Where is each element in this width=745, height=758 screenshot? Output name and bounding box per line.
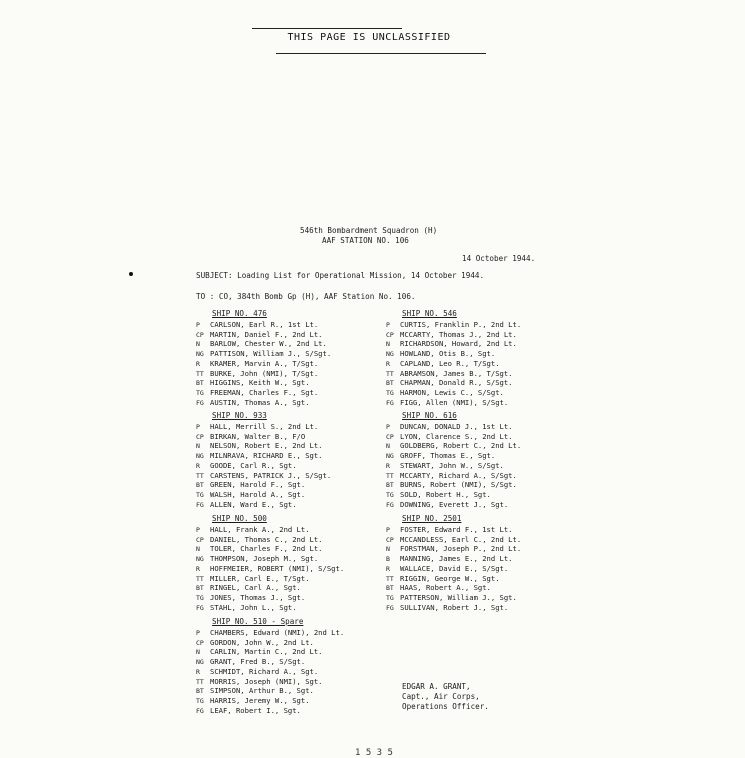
crew-position: CP: [196, 330, 204, 339]
crew-name: CARLIN, Martin C., 2nd Lt.: [210, 647, 323, 657]
crew-name: WALSH, Harold A., Sgt.: [210, 489, 306, 499]
crew-row: [386, 544, 521, 554]
crew-name: SOLD, Robert H., Sgt.: [400, 489, 491, 499]
station-header: AAF STATION NO. 106: [322, 236, 409, 245]
to-label: TO: [196, 292, 206, 301]
crew-name: STEWART, John W., S/Sgt.: [400, 460, 504, 470]
crew-name: MILLER, Carl E., T/Sgt.: [210, 573, 310, 583]
crew-position: FG: [386, 500, 394, 509]
ship-title: SHIP NO. 476: [212, 309, 267, 318]
crew-position: TT: [196, 471, 204, 480]
crew-row: [386, 330, 517, 340]
crew-row: [196, 535, 323, 545]
crew-position: FG: [196, 500, 204, 509]
crew-row: [196, 378, 310, 388]
crew-position: N: [196, 648, 200, 657]
crew-row: [386, 422, 513, 432]
crew-position: N: [196, 442, 200, 451]
crew-position: BT: [196, 379, 204, 388]
crew-position: N: [196, 340, 200, 349]
subject-line: [196, 271, 484, 281]
crew-name: GROFF, Thomas E., Sgt.: [400, 451, 496, 461]
crew-name: FREEMAN, Charles F., Sgt.: [210, 387, 319, 397]
crew-name: TOLER, Charles F., 2nd Lt.: [210, 544, 323, 554]
crew-name: STAHL, John L., Sgt.: [210, 602, 297, 612]
crew-name: LEAF, Robert I., Sgt.: [210, 705, 301, 715]
crew-name: DOWNING, Everett J., Sgt.: [400, 499, 509, 509]
crew-name: SCHMIDT, Richard A., Sgt.: [210, 666, 319, 676]
crew-position: NG: [196, 452, 204, 461]
crew-name: CARLSON, Earl R., 1st Lt.: [210, 320, 319, 329]
crew-row: [386, 369, 513, 379]
hole-punch-mark: [129, 272, 133, 276]
crew-name: CAPLAND, Leo R., T/Sgt.: [400, 358, 500, 368]
crew-row: [386, 574, 500, 584]
crew-position: FG: [196, 398, 204, 407]
subject-label: SUBJECT:: [196, 271, 233, 280]
crew-name: AUSTIN, Thomas A., Sgt.: [210, 397, 310, 407]
crew-row: [196, 422, 318, 432]
crew-position: R: [386, 461, 390, 470]
crew-row: [196, 461, 297, 471]
crew-position: CP: [196, 535, 204, 544]
crew-position: TG: [196, 388, 204, 397]
unclassified-stamp: [246, 22, 492, 58]
crew-position: CP: [196, 638, 204, 647]
crew-position: FG: [386, 398, 394, 407]
crew-name: ALLEN, Ward E., Sgt.: [210, 499, 297, 509]
signature-title: Operations Officer.: [402, 702, 489, 711]
crew-row: [196, 628, 344, 638]
crew-position: R: [386, 564, 390, 573]
crew-name: MARTIN, Daniel F., 2nd Lt.: [210, 329, 323, 339]
crew-name: MORRIS, Joseph (NMI), Sgt.: [210, 676, 323, 686]
crew-row: [196, 667, 318, 677]
crew-name: BURKE, John (NMI), T/Sgt.: [210, 368, 319, 378]
crew-row: [386, 593, 517, 603]
crew-position: CP: [196, 432, 204, 441]
crew-name: HOWLAND, Otis B., Sgt.: [400, 349, 496, 359]
crew-row: [386, 583, 491, 593]
crew-position: TT: [386, 574, 394, 583]
crew-position: P: [386, 321, 390, 329]
crew-position: TT: [196, 574, 204, 583]
ship-title: SHIP NO. 616: [402, 411, 457, 420]
crew-position: N: [386, 545, 390, 554]
crew-position: FG: [386, 603, 394, 612]
crew-position: BT: [386, 584, 394, 593]
crew-row: [386, 554, 513, 564]
crew-name: DUNCAN, DONALD J., 1st Lt.: [400, 422, 513, 431]
signature-rank: Capt., Air Corps,: [402, 692, 480, 701]
crew-name: RIGGIN, George W., Sgt.: [400, 573, 500, 583]
ship-title: SHIP NO. 546: [402, 309, 457, 318]
crew-name: FOSTER, Edward F., 1st Lt.: [400, 525, 513, 534]
crew-name: CARSTENS, PATRICK J., S/Sgt.: [210, 470, 332, 480]
crew-row: [386, 398, 508, 408]
crew-name: SIMPSON, Arthur B., Sgt.: [210, 686, 314, 696]
crew-name: GOODE, Carl R., Sgt.: [210, 460, 297, 470]
crew-name: GREEN, Harold F., Sgt.: [210, 480, 306, 490]
crew-position: N: [196, 545, 200, 554]
crew-position: NG: [196, 555, 204, 564]
crew-row: [196, 451, 323, 461]
crew-row: [196, 490, 305, 500]
crew-name: NELSON, Robert E., 2nd Lt.: [210, 441, 323, 451]
crew-row: [196, 398, 310, 408]
crew-name: GORDON, John W., 2nd Lt.: [210, 637, 314, 647]
crew-name: PATTISON, William J., S/Sgt.: [210, 349, 332, 359]
crew-row: [196, 320, 318, 330]
ship-title: SHIP NO. 500: [212, 514, 267, 523]
crew-row: [386, 441, 521, 451]
crew-row: [386, 490, 491, 500]
crew-position: R: [196, 461, 200, 470]
crew-position: TG: [196, 696, 204, 705]
crew-row: [196, 480, 305, 490]
crew-position: P: [196, 423, 200, 431]
crew-name: BIRKAN, Walter B., F/O: [210, 431, 306, 441]
crew-name: HALL, Frank A., 2nd Lt.: [210, 525, 310, 534]
crew-position: FG: [196, 706, 204, 715]
crew-name: CHAPMAN, Donald R., S/Sgt.: [400, 378, 513, 388]
crew-name: WALLACE, David E., S/Sgt.: [400, 563, 509, 573]
crew-row: [386, 471, 517, 481]
crew-row: [386, 564, 508, 574]
unclassified-banner: THIS PAGE IS UNCLASSIFIED: [287, 32, 451, 43]
crew-position: BT: [386, 481, 394, 490]
crew-name: LYON, Clarence S., 2nd Lt.: [400, 431, 513, 441]
crew-name: KRAMER, Marvin A., T/Sgt.: [210, 358, 319, 368]
crew-position: B: [386, 555, 390, 564]
crew-name: MCCANDLESS, Earl C., 2nd Lt.: [400, 534, 522, 544]
crew-position: P: [196, 526, 200, 534]
crew-position: NG: [386, 452, 394, 461]
crew-row: [196, 686, 314, 696]
crew-position: R: [196, 359, 200, 368]
squadron-header: 546th Bombardment Squadron (H): [300, 226, 438, 235]
crew-name: HARRIS, Jeremy W., Sgt.: [210, 695, 310, 705]
crew-name: HAAS, Robert A., Sgt.: [400, 583, 491, 593]
crew-name: MANNING, James E., 2nd Lt.: [400, 554, 513, 564]
crew-row: [196, 500, 297, 510]
crew-name: FORSTMAN, Joseph P., 2nd Lt.: [400, 544, 522, 554]
crew-name: GOLDBERG, Robert C., 2nd Lt.: [400, 441, 522, 451]
crew-row: [386, 339, 517, 349]
ship-title: SHIP NO. 933: [212, 411, 267, 420]
crew-row: [196, 359, 318, 369]
crew-position: N: [386, 442, 390, 451]
to-line: [196, 292, 415, 302]
crew-name: CHAMBERS, Edward (NMI), 2nd Lt.: [210, 628, 345, 637]
crew-name: BURNS, Robert (NMI), S/Sgt.: [400, 480, 517, 490]
footer-mark: 1 5 3 5: [355, 748, 393, 758]
crew-position: TT: [386, 471, 394, 480]
crew-position: P: [196, 321, 200, 329]
crew-row: [196, 603, 297, 613]
crew-row: [196, 525, 310, 535]
crew-row: [386, 432, 513, 442]
crew-row: [196, 388, 318, 398]
crew-row: [196, 696, 310, 706]
crew-position: P: [196, 629, 200, 637]
crew-position: BT: [196, 481, 204, 490]
crew-position: NG: [196, 658, 204, 667]
crew-row: [386, 480, 517, 490]
crew-row: [386, 603, 508, 613]
crew-position: N: [386, 340, 390, 349]
crew-name: SULLIVAN, Robert J., Sgt.: [400, 602, 509, 612]
crew-position: CP: [386, 330, 394, 339]
crew-name: ABRAMSON, James B., T/Sgt.: [400, 368, 513, 378]
crew-name: JONES, Thomas J., Sgt.: [210, 592, 306, 602]
crew-row: [196, 432, 305, 442]
crew-row: [196, 657, 305, 667]
crew-position: TT: [196, 677, 204, 686]
crew-position: CP: [386, 535, 394, 544]
to-text: : CO, 384th Bomb Gp (H), AAF Station No. 106.: [209, 292, 416, 301]
crew-position: FG: [196, 603, 204, 612]
crew-name: BARLOW, Chester W., 2nd Lt.: [210, 339, 327, 349]
crew-row: [386, 349, 495, 359]
crew-row: [196, 441, 323, 451]
crew-position: TG: [196, 490, 204, 499]
crew-row: [196, 339, 327, 349]
crew-position: P: [386, 423, 390, 431]
crew-row: [386, 461, 504, 471]
crew-name: GRANT, Fred B., S/Sgt.: [210, 657, 306, 667]
crew-name: DANIEL, Thomas C., 2nd Lt.: [210, 534, 323, 544]
signature-name: EDGAR A. GRANT,: [402, 682, 471, 691]
subject-text: Loading List for Operational Mission, 14 October 1944.: [237, 271, 485, 280]
crew-row: [196, 564, 344, 574]
crew-row: [386, 359, 500, 369]
crew-row: [196, 706, 301, 716]
crew-position: BT: [196, 584, 204, 593]
crew-row: [196, 647, 323, 657]
crew-name: RINGEL, Carl A., Sgt.: [210, 583, 301, 593]
crew-position: CP: [386, 432, 394, 441]
crew-position: R: [386, 359, 390, 368]
ship-title: SHIP NO. 510 - Spare: [212, 617, 304, 626]
crew-name: CURTIS, Franklin P., 2nd Lt.: [400, 320, 522, 329]
crew-row: [196, 677, 323, 687]
crew-row: [196, 544, 323, 554]
crew-position: NG: [196, 350, 204, 359]
crew-row: [196, 330, 323, 340]
crew-position: NG: [386, 350, 394, 359]
crew-row: [196, 471, 331, 481]
crew-name: HIGGINS, Keith W., Sgt.: [210, 378, 310, 388]
crew-name: MCCARTY, Richard A., S/Sgt.: [400, 470, 517, 480]
crew-name: MILNRAVA, RICHARD E., Sgt.: [210, 451, 323, 461]
crew-position: TT: [386, 369, 394, 378]
crew-name: PATTERSON, William J., Sgt.: [400, 592, 517, 602]
crew-row: [386, 500, 508, 510]
crew-row: [386, 525, 513, 535]
crew-name: RICHARDSON, Howard, 2nd Lt.: [400, 339, 517, 349]
ship-title: SHIP NO. 2501: [402, 514, 462, 523]
crew-position: TT: [196, 369, 204, 378]
crew-name: MCCARTY, Thomas J., 2nd Lt.: [400, 329, 517, 339]
crew-row: [196, 638, 314, 648]
crew-row: [386, 388, 504, 398]
crew-row: [196, 583, 301, 593]
crew-position: P: [386, 526, 390, 534]
crew-position: TG: [386, 490, 394, 499]
crew-row: [196, 349, 331, 359]
crew-row: [386, 378, 513, 388]
crew-name: FIGG, Allen (NMI), S/Sgt.: [400, 397, 509, 407]
crew-position: R: [196, 667, 200, 676]
crew-name: THOMPSON, Joseph M., Sgt.: [210, 554, 319, 564]
crew-position: TG: [196, 593, 204, 602]
crew-position: BT: [386, 379, 394, 388]
crew-name: HALL, Merrill S., 2nd Lt.: [210, 422, 319, 431]
crew-position: TG: [386, 388, 394, 397]
crew-row: [196, 593, 305, 603]
crew-row: [196, 574, 310, 584]
crew-position: BT: [196, 687, 204, 696]
crew-row: [386, 320, 521, 330]
crew-row: [386, 451, 495, 461]
crew-name: HARMON, Lewis C., S/Sgt.: [400, 387, 504, 397]
crew-row: [196, 554, 318, 564]
crew-name: HOFFMEIER, ROBERT (NMI), S/Sgt.: [210, 563, 345, 573]
crew-row: [386, 535, 521, 545]
crew-position: R: [196, 564, 200, 573]
crew-row: [196, 369, 318, 379]
crew-position: TG: [386, 593, 394, 602]
document-date: 14 October 1944.: [462, 254, 536, 263]
